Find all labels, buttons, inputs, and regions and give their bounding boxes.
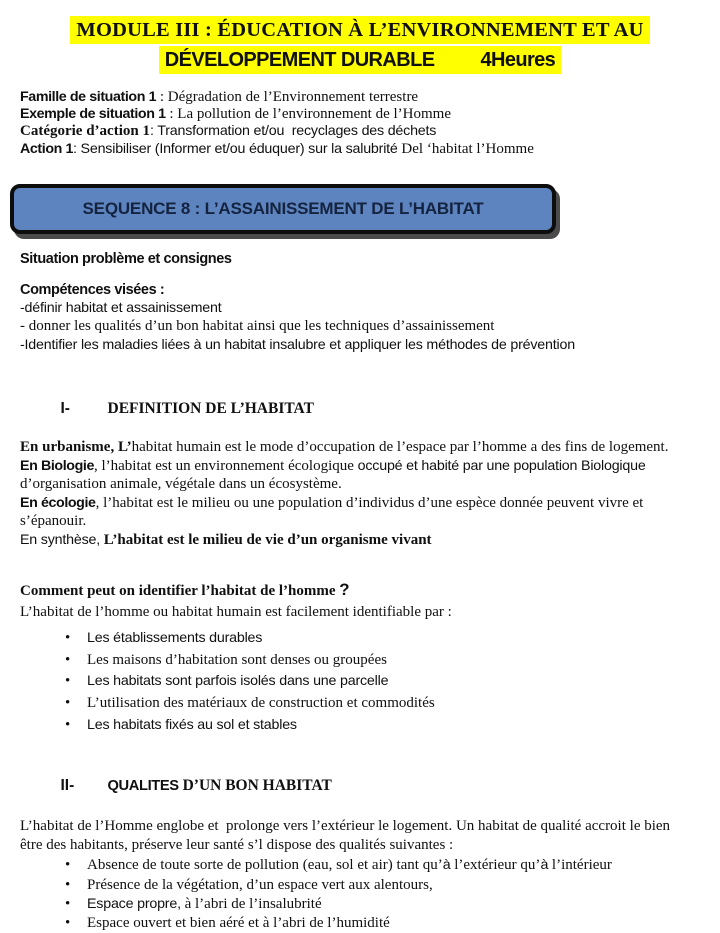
sequence-banner — [10, 184, 556, 234]
text-run: -définir habitat et assainissement — [20, 299, 222, 316]
text-run: : — [149, 123, 158, 140]
text-run: Dégradation de l’Environnement terrestre — [167, 89, 419, 105]
bullet-icon: • — [65, 694, 71, 711]
section2-paragraph — [20, 817, 720, 854]
list-item-text — [87, 651, 387, 669]
text-run: L’utilisation des matériaux de construction et commodités — [87, 694, 435, 711]
paragraph-line — [20, 123, 720, 140]
bullet-icon: • — [65, 915, 71, 932]
text-run: s’épanouir. — [20, 513, 87, 530]
bullet-icon: • — [65, 651, 71, 668]
paragraph-line — [20, 317, 720, 336]
text-run: Comment peut on identifier l’habitat de l’homme — [20, 583, 340, 600]
text-run: l’intérieur — [548, 857, 612, 874]
text-run: Famille de situation 1 — [20, 89, 157, 105]
paragraph-line — [20, 836, 720, 855]
module-title-row1 — [0, 16, 720, 46]
paragraph-line — [20, 603, 720, 622]
module-title-line2 — [159, 46, 561, 74]
list-item — [65, 856, 720, 875]
text-run: En synthèse, — [20, 531, 104, 548]
text-run: - donner les qualités d’un bon habitat ainsi que les techniques d’assainissement — [20, 318, 495, 335]
bullet-icon: • — [65, 673, 71, 690]
text-run: occupé et habité par une population Biologique — [357, 457, 646, 474]
identify-question-heading — [20, 580, 720, 601]
module-title-line2-text: DÉVELOPPEMENT DURABLE — [164, 49, 435, 71]
paragraph-line — [20, 336, 720, 355]
section2-heading — [45, 757, 720, 815]
bullet-icon: • — [65, 895, 71, 912]
competences-heading: Compétences visées : — [20, 281, 165, 298]
section2-number: II- — [60, 777, 75, 795]
paragraph-line — [20, 494, 720, 513]
paragraph-line — [20, 299, 720, 318]
text-run: QUALITES — [107, 778, 179, 795]
text-run: d’organisation animale, végétale dans un écosystème. — [20, 476, 342, 493]
text-run: Les maisons d’habitation sont denses ou groupées — [87, 651, 387, 668]
text-run: Transformation et/ou recyclages des déchets — [157, 123, 437, 140]
list-item — [65, 651, 720, 673]
paragraph-line — [20, 89, 720, 106]
list-item-text — [87, 856, 612, 874]
list-item — [65, 895, 720, 914]
text-run: Catégorie d’action 1 — [20, 123, 150, 140]
text-run: habitat humain est le mode d’occupation de l’espace par l’homme a des fins de logement. — [131, 439, 669, 456]
list-item — [65, 716, 720, 738]
habitat-qualities-list — [65, 856, 720, 933]
list-item — [65, 876, 720, 895]
paragraph-line — [20, 531, 720, 550]
text-run: Les habitats fixés au sol et stables — [87, 716, 297, 733]
situation-heading: Situation problème et consignes — [20, 250, 232, 267]
identify-intro-line — [20, 603, 720, 622]
text-run: Les habitats sont parfois isolés dans une parcelle — [87, 673, 389, 690]
text-run: être des habitants, préserve leur santé s’l dispose des qualités suivantes : — [20, 836, 454, 853]
bullet-icon: • — [65, 857, 71, 874]
text-run: à l’abri de l’insalubrité — [180, 895, 322, 912]
text-run: ? — [339, 580, 350, 600]
text-run: à — [540, 857, 549, 874]
bullet-icon: • — [65, 629, 71, 646]
list-item-text — [87, 914, 390, 932]
text-run: La pollution de l’environnement de l’Homme — [177, 106, 451, 123]
list-item-text — [87, 895, 322, 913]
list-item — [65, 694, 720, 716]
text-run: Action 1 — [20, 140, 74, 157]
text-run: En urbanisme, L’ — [20, 439, 132, 456]
text-run: -Identifier les maladies liées à un habitat insalubre et appliquer les méthodes de prévention — [20, 336, 575, 353]
paragraph-line — [20, 817, 720, 836]
module-title-row2 — [0, 46, 720, 76]
text-run: , l’habitat est un environnement écologique — [93, 457, 358, 474]
situation-meta-block — [20, 89, 720, 158]
paragraph-line — [20, 141, 720, 158]
text-run: Espace propre, — [87, 895, 181, 912]
list-item — [65, 629, 720, 651]
list-item-text — [87, 716, 297, 734]
competences-list — [20, 299, 720, 355]
text-run: En Biologie — [20, 457, 94, 474]
text-run: Les établissements durables — [87, 629, 263, 646]
section1-number: I- — [60, 400, 70, 418]
sequence-banner-label: SEQUENCE 8 : L’ASSAINISSEMENT DE L’HABITAT — [82, 198, 484, 218]
paragraph-line — [20, 475, 720, 494]
text-run: l’extérieur qu’ — [450, 857, 541, 874]
text-run: L’habitat est le milieu de vie d’un organisme vivant — [103, 531, 432, 548]
list-item — [65, 672, 720, 694]
paragraph-line — [20, 512, 720, 531]
module-duration: 4Heures — [480, 49, 556, 71]
bullet-icon: • — [65, 716, 71, 733]
section1-heading — [45, 380, 720, 437]
text-run: Del ‘habitat l’Homme — [401, 140, 534, 157]
habitat-identification-list — [65, 629, 720, 737]
module-title-line1: MODULE III : ÉDUCATION À L’ENVIRONNEMENT ET AU — [70, 16, 649, 44]
text-run: : — [156, 89, 168, 105]
text-run: : — [73, 140, 81, 157]
module-title — [0, 0, 720, 76]
text-run: L’habitat de l’homme ou habitat humain est facilement identifiable par : — [20, 604, 452, 621]
text-run: Absence de toute sorte de pollution (eau, sol et air) tant qu’ — [87, 857, 443, 874]
list-item-text — [87, 672, 388, 690]
text-run: : — [165, 106, 178, 123]
text-run: à — [442, 857, 451, 874]
section2-title — [108, 777, 332, 794]
text-run: Présence de la végétation, d’un espace vert aux alentours, — [87, 876, 433, 893]
bullet-icon: • — [65, 876, 71, 893]
paragraph-line — [20, 457, 720, 476]
list-item-text — [87, 876, 433, 894]
text-run: L’habitat de l’Homme englobe et prolonge vers l’extérieur le logement. Un habitat de qualité accroit le bien — [20, 818, 671, 835]
list-item-text — [87, 629, 262, 647]
paragraph-line — [20, 438, 720, 457]
list-item — [65, 914, 720, 933]
text-run: D’UN BON HABITAT — [178, 777, 332, 795]
text-run: Sensibiliser (Informer et/ou éduquer) sur la salubrité — [80, 140, 402, 157]
list-item-text — [87, 694, 435, 712]
text-run: En écologie — [20, 494, 96, 511]
section1-title: DEFINITION DE L’HABITAT — [107, 400, 314, 418]
paragraph-line — [20, 106, 720, 123]
text-run: , l’habitat est le milieu ou une population d’individus d’une espèce donnée peuvent vivre et — [95, 494, 644, 511]
section1-paragraph — [20, 438, 720, 549]
text-run: Espace ouvert et bien aéré et à l’abri de l’humidité — [87, 915, 390, 932]
text-run: Exemple de situation 1 — [20, 106, 166, 123]
